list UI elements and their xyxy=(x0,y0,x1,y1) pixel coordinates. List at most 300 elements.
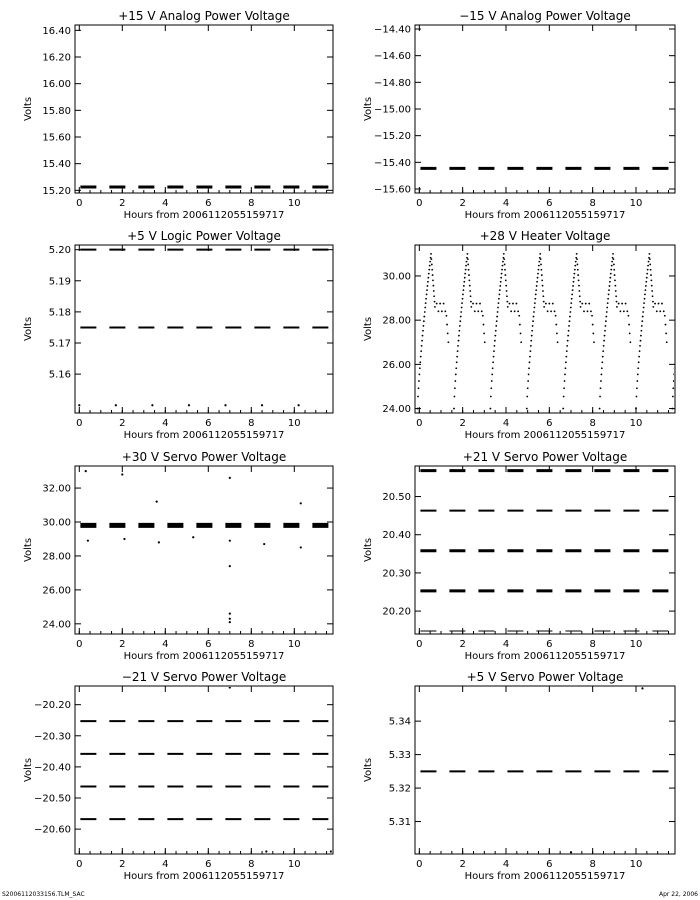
x-tick-label: 8 xyxy=(589,859,596,870)
data-point xyxy=(483,324,485,326)
data-point xyxy=(192,536,194,538)
data-point xyxy=(643,307,645,309)
x-tick-label: 6 xyxy=(205,418,212,429)
data-point xyxy=(610,273,612,275)
y-tick-label: 5.32 xyxy=(388,783,411,795)
data-point xyxy=(459,325,461,327)
y-tick-label: −20.30 xyxy=(33,731,71,743)
data-point xyxy=(649,253,651,255)
data-point xyxy=(659,310,661,312)
data-point xyxy=(640,335,642,337)
data-point xyxy=(300,546,302,548)
data-point xyxy=(459,320,461,322)
y-tick-label: 5.19 xyxy=(48,276,71,288)
data-point xyxy=(536,281,538,283)
data-point xyxy=(425,298,427,300)
data-point xyxy=(502,261,504,263)
x-tick-label: 2 xyxy=(119,639,126,650)
x-tick-label: 0 xyxy=(76,639,83,650)
x-tick-label: 2 xyxy=(119,198,126,209)
data-point xyxy=(456,361,458,363)
data-point xyxy=(565,367,567,369)
data-point xyxy=(444,310,446,312)
data-point xyxy=(477,310,479,312)
data-point xyxy=(541,269,543,271)
data-point xyxy=(87,540,89,542)
x-tick-label: 8 xyxy=(248,418,255,429)
x-tick-label: 10 xyxy=(629,639,643,650)
chart-panel xyxy=(23,9,333,221)
data-point xyxy=(565,361,567,363)
data-point xyxy=(666,341,668,343)
data-point xyxy=(468,274,470,276)
chart-title: +5 V Servo Power Voltage xyxy=(466,670,624,684)
y-tick-label: −20.50 xyxy=(33,793,71,805)
y-tick-label: 15.20 xyxy=(42,185,71,197)
data-point xyxy=(431,269,433,271)
data-point xyxy=(418,374,420,376)
y-tick-label: 26.00 xyxy=(42,585,71,597)
y-tick-label: 5.20 xyxy=(48,245,71,257)
x-tick-label: 0 xyxy=(76,859,83,870)
data-point xyxy=(628,315,630,317)
data-point xyxy=(547,310,549,312)
data-point xyxy=(663,310,665,312)
data-point xyxy=(672,396,674,398)
data-point xyxy=(590,310,592,312)
data-point xyxy=(645,285,647,287)
data-point xyxy=(572,285,574,287)
data-point xyxy=(482,315,484,317)
data-point xyxy=(569,311,571,313)
y-tick-label: 15.60 xyxy=(42,132,71,144)
data-point xyxy=(652,301,654,303)
data-point xyxy=(418,387,420,389)
data-point xyxy=(468,269,470,271)
data-point xyxy=(642,316,644,318)
data-point xyxy=(603,345,605,347)
x-axis-label: Hours from 2006112055159717 xyxy=(464,651,626,662)
data-point xyxy=(453,408,455,410)
data-point xyxy=(454,380,456,382)
footer-source-file: S2006112033156.TLM_SAC xyxy=(2,891,85,898)
data-point xyxy=(647,265,649,267)
data-point xyxy=(628,324,630,326)
y-tick-label: −15.40 xyxy=(373,157,411,169)
data-point xyxy=(579,295,581,297)
data-layer xyxy=(417,253,676,410)
data-point xyxy=(665,324,667,326)
data-point xyxy=(516,303,518,305)
data-point xyxy=(644,294,646,296)
data-point xyxy=(579,301,581,303)
data-point xyxy=(188,404,190,406)
data-point xyxy=(642,311,644,313)
data-point xyxy=(618,303,620,305)
x-tick-label: 10 xyxy=(629,859,643,870)
data-point xyxy=(229,540,231,542)
data-point xyxy=(538,269,540,271)
data-point xyxy=(615,290,617,292)
data-point xyxy=(426,289,428,291)
data-point xyxy=(629,341,631,343)
data-point xyxy=(564,374,566,376)
data-point xyxy=(564,380,566,382)
data-point xyxy=(535,294,537,296)
data-point xyxy=(528,374,530,376)
data-point xyxy=(535,289,537,291)
data-point xyxy=(641,325,643,327)
data-point xyxy=(454,396,456,398)
chart-panel xyxy=(23,229,333,441)
data-point xyxy=(501,269,503,271)
data-point xyxy=(542,285,544,287)
data-point xyxy=(626,310,628,312)
data-point xyxy=(455,367,457,369)
data-point xyxy=(496,316,498,318)
data-point xyxy=(503,253,505,255)
data-point xyxy=(447,333,449,335)
data-point xyxy=(569,316,571,318)
data-point xyxy=(640,330,642,332)
data-point xyxy=(543,306,545,308)
x-tick-label: 4 xyxy=(502,639,510,650)
data-point xyxy=(636,387,638,389)
data-point xyxy=(434,301,436,303)
data-point xyxy=(658,303,660,305)
data-point xyxy=(458,335,460,337)
data-point xyxy=(652,295,654,297)
data-point xyxy=(656,310,658,312)
data-point xyxy=(510,310,512,312)
data-point xyxy=(644,298,646,300)
data-point xyxy=(123,538,125,540)
data-point xyxy=(578,279,580,281)
data-point xyxy=(78,404,80,406)
data-point xyxy=(650,279,652,281)
data-point xyxy=(638,356,640,358)
x-tick-label: 10 xyxy=(287,639,301,650)
data-point xyxy=(457,350,459,352)
data-point xyxy=(430,253,432,255)
data-point xyxy=(423,316,425,318)
data-point xyxy=(421,340,423,342)
y-tick-label: −14.60 xyxy=(373,51,411,63)
data-point xyxy=(531,335,533,337)
data-point xyxy=(443,303,445,305)
data-point xyxy=(460,316,462,318)
data-point xyxy=(493,350,495,352)
data-point xyxy=(600,374,602,376)
data-point xyxy=(607,298,609,300)
data-point xyxy=(608,294,610,296)
data-point xyxy=(577,264,579,266)
data-point xyxy=(115,404,117,406)
y-tick-label: 5.31 xyxy=(388,817,411,829)
data-point xyxy=(603,340,605,342)
data-point xyxy=(574,269,576,271)
data-point xyxy=(422,335,424,337)
data-point xyxy=(428,269,430,271)
data-point xyxy=(427,281,429,283)
y-axis-label: Volts xyxy=(23,96,34,122)
data-point xyxy=(566,345,568,347)
data-point xyxy=(637,374,639,376)
data-point xyxy=(419,361,421,363)
data-point xyxy=(462,294,464,296)
plot-frame xyxy=(75,686,333,854)
data-point xyxy=(569,320,571,322)
data-point xyxy=(494,340,496,342)
data-layer xyxy=(78,250,331,407)
y-tick-label: 5.33 xyxy=(388,750,411,762)
data-point xyxy=(462,298,464,300)
data-point xyxy=(263,543,265,545)
chart-panel xyxy=(23,450,333,662)
y-tick-label: −15.60 xyxy=(373,184,411,196)
data-point xyxy=(229,565,231,567)
chart-title: +5 V Logic Power Voltage xyxy=(127,229,281,243)
data-point xyxy=(502,265,504,267)
data-point xyxy=(650,274,652,276)
data-point xyxy=(540,264,542,266)
data-point xyxy=(229,686,231,688)
data-point xyxy=(224,404,226,406)
data-point xyxy=(611,265,613,267)
y-tick-label: −20.20 xyxy=(33,700,71,712)
data-point xyxy=(454,387,456,389)
y-tick-label: 5.18 xyxy=(48,307,71,319)
y-tick-label: 32.00 xyxy=(42,483,71,495)
y-axis-label: Volts xyxy=(363,757,374,783)
data-point xyxy=(532,325,534,327)
data-point xyxy=(640,340,642,342)
x-axis-label: Hours from 2006112055159717 xyxy=(464,430,626,441)
x-axis-label: Hours from 2006112055159717 xyxy=(464,210,626,221)
x-tick-label: 10 xyxy=(287,418,301,429)
y-axis-label: Volts xyxy=(23,537,34,563)
data-point xyxy=(467,264,469,266)
data-point xyxy=(604,335,606,337)
chart-title: +28 V Heater Voltage xyxy=(479,229,611,243)
data-point xyxy=(438,310,440,312)
data-point xyxy=(509,303,511,305)
data-point xyxy=(575,261,577,263)
data-point xyxy=(609,277,611,279)
data-point xyxy=(654,303,656,305)
data-point xyxy=(548,303,550,305)
data-point xyxy=(428,273,430,275)
data-point xyxy=(261,404,263,406)
x-tick-label: 4 xyxy=(162,198,169,209)
data-point xyxy=(492,367,494,369)
x-tick-label: 6 xyxy=(546,418,553,429)
data-point xyxy=(613,264,615,266)
data-point xyxy=(420,350,422,352)
chart-title: +15 V Analog Power Voltage xyxy=(118,9,290,23)
data-point xyxy=(490,396,492,398)
x-tick-label: 10 xyxy=(629,418,643,429)
data-point xyxy=(429,261,431,263)
y-tick-label: 16.00 xyxy=(42,79,71,91)
data-point xyxy=(433,290,435,292)
data-point xyxy=(464,273,466,275)
data-point xyxy=(562,408,564,410)
data-point xyxy=(500,281,502,283)
data-point xyxy=(643,302,645,304)
data-point xyxy=(641,320,643,322)
data-point xyxy=(537,277,539,279)
x-tick-label: 4 xyxy=(162,859,169,870)
data-point xyxy=(494,345,496,347)
x-tick-label: 6 xyxy=(205,639,212,650)
data-point xyxy=(512,303,514,305)
data-point xyxy=(427,285,429,287)
data-point xyxy=(419,367,421,369)
data-point xyxy=(465,269,467,271)
data-point xyxy=(529,361,531,363)
y-tick-label: 20.30 xyxy=(382,568,411,580)
data-point xyxy=(672,387,674,389)
chart-title: −21 V Servo Power Voltage xyxy=(121,670,287,684)
data-point xyxy=(637,367,639,369)
data-point xyxy=(585,303,587,305)
data-point xyxy=(534,307,536,309)
data-point xyxy=(606,307,608,309)
data-point xyxy=(638,361,640,363)
data-point xyxy=(504,264,506,266)
x-tick-label: 8 xyxy=(248,198,255,209)
data-point xyxy=(577,274,579,276)
data-point xyxy=(491,374,493,376)
data-point xyxy=(625,303,627,305)
data-point xyxy=(424,311,426,313)
y-tick-label: 26.00 xyxy=(382,359,411,371)
data-point xyxy=(609,281,611,283)
chart-title: −15 V Analog Power Voltage xyxy=(459,9,631,23)
data-point xyxy=(592,324,594,326)
data-point xyxy=(420,356,422,358)
data-point xyxy=(615,295,617,297)
data-point xyxy=(421,345,423,347)
data-point xyxy=(566,350,568,352)
data-point xyxy=(469,285,471,287)
data-point xyxy=(578,290,580,292)
data-point xyxy=(581,303,583,305)
x-tick-label: 4 xyxy=(502,859,510,870)
data-point xyxy=(607,302,609,304)
data-point xyxy=(641,687,643,689)
data-point xyxy=(461,307,463,309)
data-point xyxy=(555,324,557,326)
data-point xyxy=(497,307,499,309)
data-point xyxy=(425,302,427,304)
data-point xyxy=(470,306,472,308)
data-point xyxy=(229,621,231,623)
data-point xyxy=(664,315,666,317)
data-point xyxy=(441,310,443,312)
data-layer xyxy=(420,471,673,631)
data-point xyxy=(609,285,611,287)
data-point xyxy=(505,285,507,287)
data-point xyxy=(330,850,332,852)
data-point xyxy=(460,311,462,313)
y-axis-label: Volts xyxy=(23,757,34,783)
y-tick-label: −20.60 xyxy=(33,824,71,836)
y-tick-label: 5.16 xyxy=(48,369,71,381)
data-point xyxy=(599,396,601,398)
data-point xyxy=(465,265,467,267)
footer-date: Apr 22, 2006 xyxy=(658,891,698,898)
y-tick-label: 20.20 xyxy=(382,606,411,618)
data-point xyxy=(526,408,528,410)
data-point xyxy=(646,277,648,279)
data-point xyxy=(649,258,651,260)
data-point xyxy=(466,261,468,263)
data-point xyxy=(434,306,436,308)
data-point xyxy=(517,310,519,312)
data-point xyxy=(602,356,604,358)
data-point xyxy=(568,330,570,332)
data-point xyxy=(506,290,508,292)
data-point xyxy=(610,269,612,271)
data-point xyxy=(498,294,500,296)
data-point xyxy=(573,277,575,279)
data-point xyxy=(519,324,521,326)
data-point xyxy=(456,356,458,358)
data-point xyxy=(629,333,631,335)
data-point xyxy=(571,298,573,300)
data-point xyxy=(490,408,492,410)
plot-frame xyxy=(75,466,333,634)
data-point xyxy=(602,350,604,352)
x-tick-label: 4 xyxy=(502,198,510,209)
data-point xyxy=(614,279,616,281)
data-point xyxy=(526,396,528,398)
data-point xyxy=(651,290,653,292)
y-tick-label: 28.00 xyxy=(42,551,71,563)
chart-panel xyxy=(363,229,676,441)
data-point xyxy=(574,265,576,267)
data-point xyxy=(436,303,438,305)
data-point xyxy=(570,307,572,309)
x-tick-label: 10 xyxy=(287,198,301,209)
data-point xyxy=(620,310,622,312)
data-point xyxy=(542,295,544,297)
y-axis-label: Volts xyxy=(363,537,374,563)
y-tick-label: 30.00 xyxy=(382,271,411,283)
y-tick-label: 28.00 xyxy=(382,315,411,327)
data-point xyxy=(431,264,433,266)
data-point xyxy=(600,387,602,389)
data-point xyxy=(545,303,547,305)
data-point xyxy=(85,470,87,472)
data-point xyxy=(433,295,435,297)
y-tick-label: 24.00 xyxy=(42,619,71,631)
y-tick-label: 24.00 xyxy=(382,404,411,416)
data-point xyxy=(463,289,465,291)
data-point xyxy=(587,310,589,312)
data-point xyxy=(623,310,625,312)
y-axis-label: Volts xyxy=(23,316,34,342)
x-tick-label: 4 xyxy=(162,418,169,429)
data-point xyxy=(557,341,559,343)
data-point xyxy=(514,310,516,312)
data-point xyxy=(533,316,535,318)
data-point xyxy=(567,335,569,337)
data-point xyxy=(468,279,470,281)
x-tick-label: 2 xyxy=(459,418,466,429)
